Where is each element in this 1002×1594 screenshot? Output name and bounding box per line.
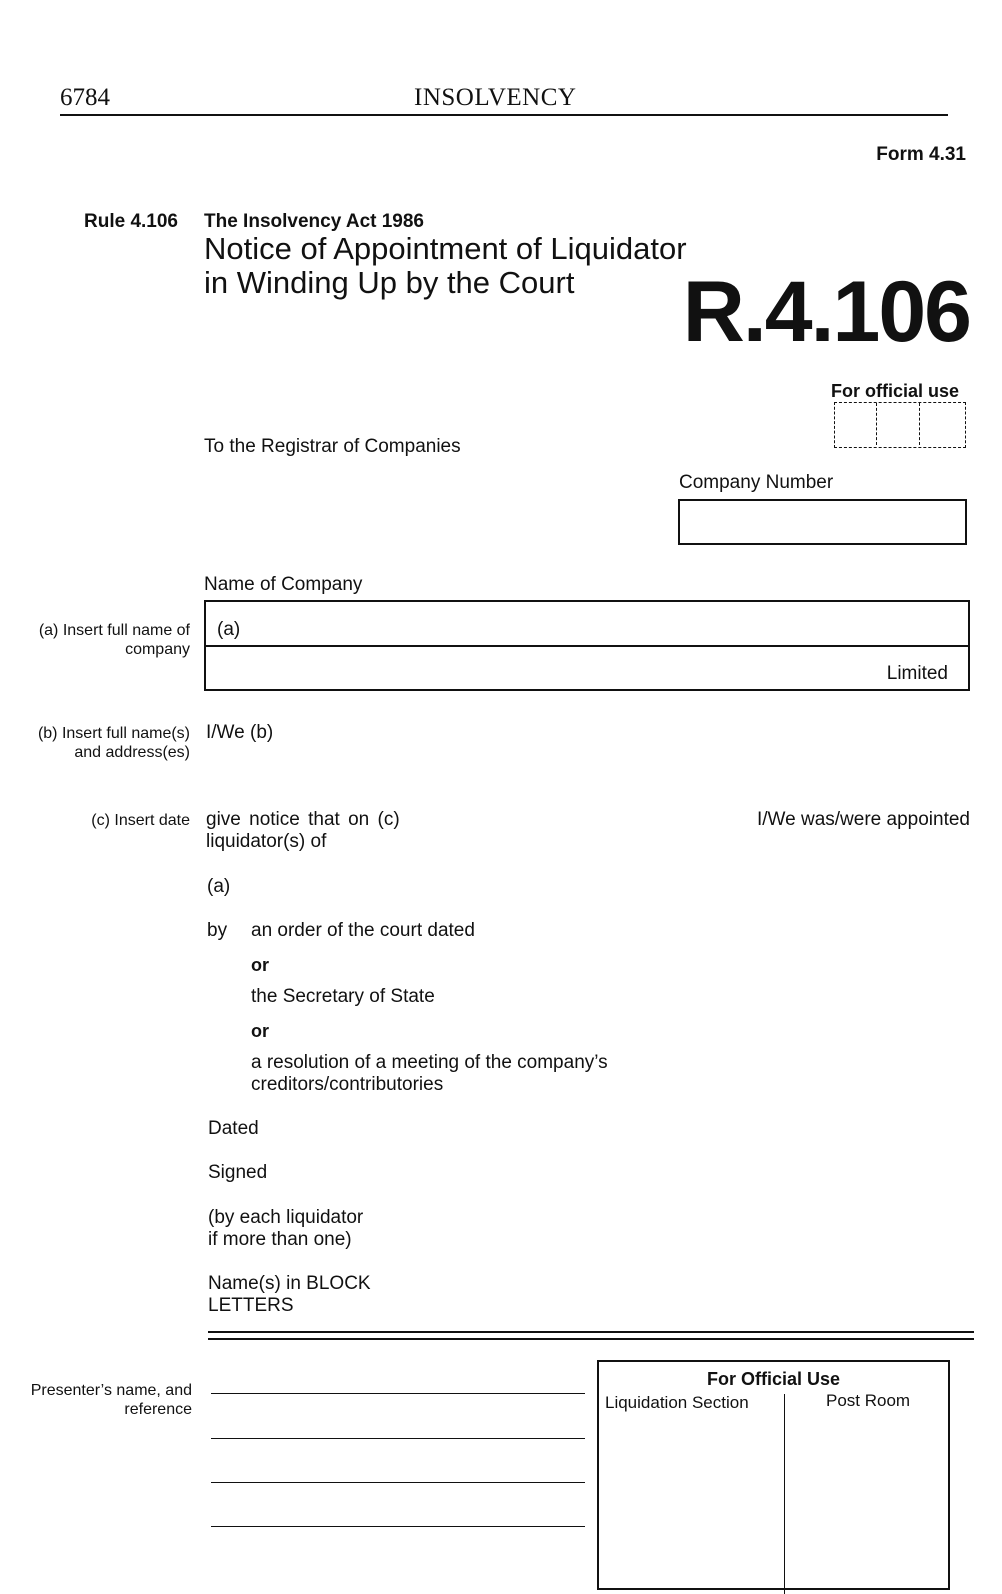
liquidation-section-label: Liquidation Section [605, 1393, 749, 1412]
company-number-field[interactable] [678, 499, 967, 545]
section-title: INSOLVENCY [414, 84, 577, 111]
appointment-by: by [207, 920, 228, 941]
names-note-line-2: and address(es) [74, 744, 190, 761]
official-use-top-boxes [834, 402, 966, 448]
form-title-line-1: Notice of Appointment of Liquidator [204, 231, 687, 266]
presenter-line-2[interactable] [211, 1438, 585, 1439]
page-number: 6784 [60, 84, 110, 111]
company-name-field[interactable] [204, 600, 970, 691]
option-resolution-line-2: creditors/contributories [251, 1074, 444, 1095]
official-use-box-title: For Official Use [706, 1369, 841, 1389]
names-note-line-1: (b) Insert full name(s) [37, 725, 190, 742]
each-liquidator-line-2: if more than one) [208, 1229, 352, 1250]
or-separator-1: or [251, 955, 269, 975]
names-note [38, 724, 190, 762]
act-title: The Insolvency Act 1986 [204, 211, 425, 232]
block-letters-line-1: Name(s) in BLOCK [208, 1273, 371, 1294]
form-code: R.4.106 [682, 264, 970, 360]
registrar-address: To the Registrar of Companies [204, 436, 461, 457]
option-court-order: an order of the court dated [251, 920, 475, 941]
presenter-line-1[interactable] [211, 1393, 585, 1394]
official-use-top-divider-1 [876, 403, 877, 445]
form-label: Form 4.31 [876, 144, 966, 165]
company-name-note-line-2: company [125, 641, 190, 658]
double-rule-bottom [208, 1338, 974, 1340]
company-number-label: Company Number [679, 472, 834, 493]
option-secretary-of-state: the Secretary of State [251, 986, 435, 1007]
form-title-line-2: in Winding Up by the Court [204, 265, 575, 300]
presenter-label [31, 1381, 192, 1419]
company-name-prefix: (a) [217, 619, 241, 640]
company-name-field-divider [206, 645, 968, 647]
official-use-box [597, 1360, 950, 1590]
official-use-box-divider [784, 1394, 785, 1594]
notice-text-end: I/We was/were appointed [757, 809, 970, 830]
company-name-label: Name of Company [204, 574, 363, 595]
notice-text-line-2: liquidator(s) of [206, 831, 327, 852]
header-rule [60, 114, 948, 116]
or-separator-2: or [251, 1021, 269, 1041]
signed-label: Signed [208, 1162, 268, 1183]
presenter-label-line-2: reference [124, 1401, 192, 1418]
post-room-label: Post Room [826, 1391, 911, 1410]
double-rule-top [208, 1331, 974, 1333]
presenter-line-3[interactable] [211, 1482, 585, 1483]
notice-text-start: give notice that on (c) [206, 809, 400, 830]
dated-label: Dated [208, 1118, 259, 1139]
presenter-line-4[interactable] [211, 1526, 585, 1527]
company-name-note [39, 621, 190, 659]
block-letters-line-2: LETTERS [208, 1295, 294, 1316]
each-liquidator-line-1: (by each liquidator [208, 1207, 364, 1228]
rule-reference: Rule 4.106 [84, 211, 178, 232]
company-name-note-line-1: (a) Insert full name of [38, 622, 190, 639]
company-reference: (a) [207, 876, 231, 897]
liquidator-names[interactable]: I/We (b) [206, 722, 274, 743]
official-use-top-divider-2 [919, 403, 920, 445]
presenter-label-line-1: Presenter’s name, and [30, 1382, 192, 1399]
date-note: (c) Insert date [91, 812, 190, 829]
official-use-top-label: For official use [831, 381, 960, 401]
option-resolution-line-1: a resolution of a meeting of the company’s [251, 1052, 608, 1073]
company-name-suffix: Limited [886, 663, 948, 684]
